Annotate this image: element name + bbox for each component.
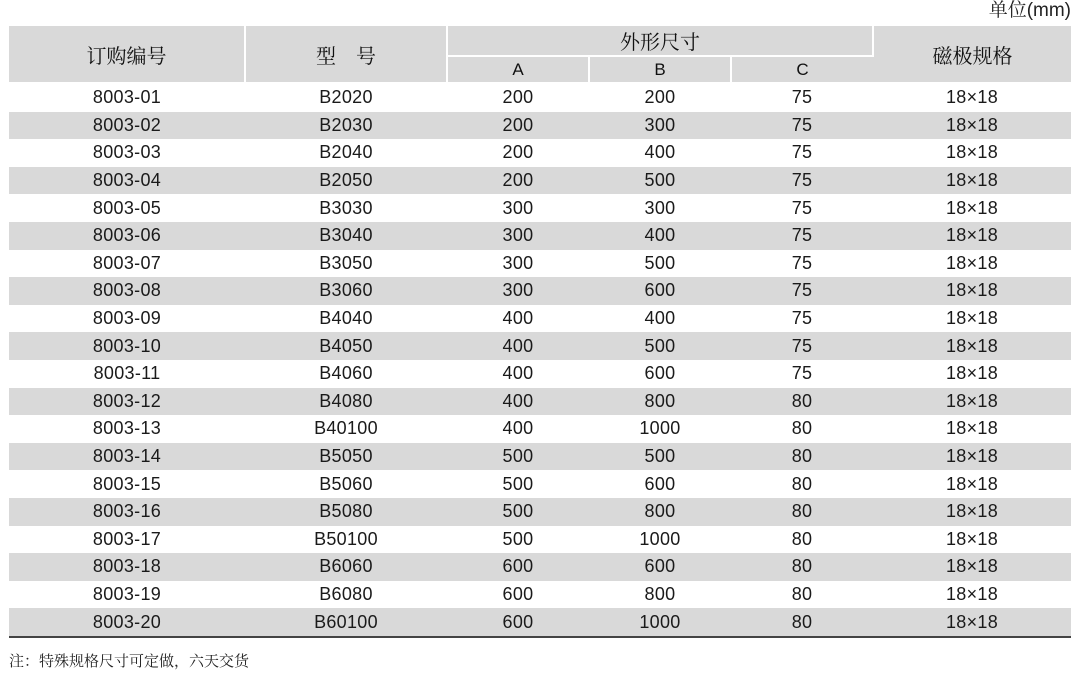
cell-model: B6060	[245, 553, 447, 581]
cell-a: 500	[502, 528, 534, 549]
cell-pole: 18×18	[945, 363, 999, 384]
header-order-no: 订购编号	[9, 26, 245, 83]
cell-c: 75	[791, 363, 813, 384]
table-row	[9, 470, 1071, 498]
cell-c: 80	[791, 418, 813, 439]
cell-model: B2050	[245, 167, 447, 195]
cell-pole: 18×18	[945, 142, 999, 163]
cell-c: 75	[791, 252, 813, 273]
table-row	[9, 581, 1071, 609]
cell-c: 75	[791, 87, 813, 108]
cell-c: 80	[731, 498, 873, 526]
cell-pole: 18×18	[945, 528, 999, 549]
cell-b: 500	[589, 443, 731, 471]
cell-b: 800	[644, 583, 676, 604]
cell-c: 75	[791, 197, 813, 218]
cell-a: 500	[447, 443, 589, 471]
cell-c: 75	[791, 142, 813, 163]
cell-order-no: 8003-04	[9, 167, 245, 195]
cell-c: 80	[791, 473, 813, 494]
cell-order-no: 8003-19	[92, 583, 162, 604]
table-row	[9, 388, 1071, 416]
header-model: 型 号	[245, 26, 447, 83]
header-dim-b: B	[589, 56, 731, 83]
cell-pole: 18×18	[873, 222, 1071, 250]
table-row	[9, 553, 1071, 581]
cell-b: 300	[644, 197, 676, 218]
table-row	[9, 415, 1071, 443]
cell-order-no: 8003-03	[92, 142, 162, 163]
cell-a: 200	[447, 167, 589, 195]
cell-order-no: 8003-01	[92, 87, 162, 108]
cell-b: 600	[589, 277, 731, 305]
cell-b: 1000	[589, 608, 731, 637]
cell-order-no: 8003-17	[92, 528, 162, 549]
cell-a: 200	[502, 142, 534, 163]
cell-model: B4060	[319, 363, 373, 384]
table-row	[9, 608, 1071, 637]
cell-a: 400	[502, 363, 534, 384]
cell-a: 300	[447, 222, 589, 250]
cell-order-no: 8003-02	[9, 112, 245, 140]
cell-order-no: 8003-15	[92, 473, 162, 494]
header-pole-spec: 磁极规格	[873, 26, 1071, 83]
cell-pole: 18×18	[945, 473, 999, 494]
cell-a: 500	[502, 473, 534, 494]
cell-pole: 18×18	[873, 277, 1071, 305]
table-row	[9, 360, 1071, 388]
cell-a: 300	[502, 252, 534, 273]
cell-c: 75	[731, 332, 873, 360]
table-row	[9, 332, 1071, 360]
cell-order-no: 8003-12	[9, 388, 245, 416]
cell-model: B40100	[314, 418, 378, 439]
cell-c: 80	[731, 608, 873, 637]
unit-label: 单位(mm)	[988, 0, 1071, 21]
table-row	[9, 112, 1071, 140]
cell-c: 75	[731, 222, 873, 250]
cell-pole: 18×18	[873, 553, 1071, 581]
cell-c: 75	[731, 167, 873, 195]
cell-model: B3040	[245, 222, 447, 250]
cell-pole: 18×18	[945, 87, 999, 108]
cell-pole: 18×18	[873, 498, 1071, 526]
cell-model: B5080	[245, 498, 447, 526]
cell-pole: 18×18	[873, 388, 1071, 416]
cell-order-no: 8003-06	[9, 222, 245, 250]
table-row	[9, 305, 1071, 333]
cell-order-no: 8003-10	[9, 332, 245, 360]
cell-c: 80	[731, 388, 873, 416]
cell-pole: 18×18	[873, 167, 1071, 195]
cell-a: 500	[447, 498, 589, 526]
cell-model: B4040	[319, 308, 373, 329]
cell-a: 400	[447, 388, 589, 416]
cell-model: B3060	[245, 277, 447, 305]
cell-order-no: 8003-18	[9, 553, 245, 581]
cell-order-no: 8003-07	[92, 252, 162, 273]
cell-model: B3030	[319, 197, 373, 218]
table-row	[9, 167, 1071, 195]
cell-model: B2040	[319, 142, 373, 163]
cell-b: 500	[589, 167, 731, 195]
table-row	[9, 443, 1071, 471]
cell-b: 1000	[639, 528, 681, 549]
cell-order-no: 8003-16	[9, 498, 245, 526]
cell-a: 600	[502, 583, 534, 604]
cell-c: 75	[731, 112, 873, 140]
cell-c: 80	[731, 553, 873, 581]
cell-b: 200	[644, 87, 676, 108]
cell-b: 600	[644, 473, 676, 494]
cell-pole: 18×18	[945, 252, 999, 273]
cell-order-no: 8003-09	[92, 308, 162, 329]
cell-model: B3050	[319, 252, 373, 273]
cell-c: 80	[731, 443, 873, 471]
cell-a: 400	[447, 332, 589, 360]
cell-pole: 18×18	[873, 608, 1071, 637]
cell-c: 75	[791, 308, 813, 329]
cell-pole: 18×18	[945, 308, 999, 329]
cell-order-no: 8003-05	[92, 197, 162, 218]
spec-table	[9, 26, 1071, 638]
cell-order-no: 8003-14	[9, 443, 245, 471]
table-row	[9, 526, 1071, 554]
cell-order-no: 8003-08	[9, 277, 245, 305]
cell-a: 600	[447, 553, 589, 581]
table-row	[9, 194, 1071, 222]
cell-model: B6080	[319, 583, 373, 604]
cell-pole: 18×18	[873, 112, 1071, 140]
cell-a: 300	[447, 277, 589, 305]
cell-c: 75	[731, 277, 873, 305]
cell-b: 500	[589, 332, 731, 360]
cell-a: 200	[447, 112, 589, 140]
table-body	[9, 83, 1071, 637]
cell-b: 600	[644, 363, 676, 384]
cell-b: 300	[589, 112, 731, 140]
cell-b: 400	[644, 142, 676, 163]
cell-pole: 18×18	[945, 197, 999, 218]
table-row	[9, 250, 1071, 278]
table-row	[9, 83, 1071, 112]
cell-order-no: 8003-11	[93, 363, 161, 384]
table-row	[9, 277, 1071, 305]
cell-order-no: 8003-13	[92, 418, 162, 439]
footnote: 注：特殊规格尺寸可定做，六天交货	[9, 653, 250, 670]
table-row	[9, 222, 1071, 250]
cell-a: 400	[502, 308, 534, 329]
cell-pole: 18×18	[945, 583, 999, 604]
cell-a: 200	[502, 87, 534, 108]
cell-model: B2030	[245, 112, 447, 140]
cell-order-no: 8003-20	[9, 608, 245, 637]
cell-a: 400	[502, 418, 534, 439]
cell-c: 80	[791, 583, 813, 604]
cell-b: 400	[644, 308, 676, 329]
cell-pole: 18×18	[945, 418, 999, 439]
cell-model: B5050	[245, 443, 447, 471]
cell-model: B50100	[314, 528, 378, 549]
cell-c: 80	[791, 528, 813, 549]
cell-b: 600	[589, 553, 731, 581]
header-dim-c: C	[731, 56, 873, 83]
cell-model: B4050	[245, 332, 447, 360]
header-dim-a: A	[447, 56, 589, 83]
cell-model: B60100	[245, 608, 447, 637]
cell-model: B4080	[245, 388, 447, 416]
cell-b: 1000	[639, 418, 681, 439]
table-row	[9, 139, 1071, 167]
cell-b: 400	[589, 222, 731, 250]
cell-b: 800	[589, 498, 731, 526]
cell-pole: 18×18	[873, 443, 1071, 471]
cell-a: 600	[447, 608, 589, 637]
cell-model: B5060	[319, 473, 373, 494]
table-row	[9, 498, 1071, 526]
cell-a: 300	[502, 197, 534, 218]
header-dimensions: 外形尺寸	[447, 26, 873, 56]
cell-b: 800	[589, 388, 731, 416]
cell-pole: 18×18	[873, 332, 1071, 360]
cell-model: B2020	[319, 87, 373, 108]
cell-b: 500	[644, 252, 676, 273]
